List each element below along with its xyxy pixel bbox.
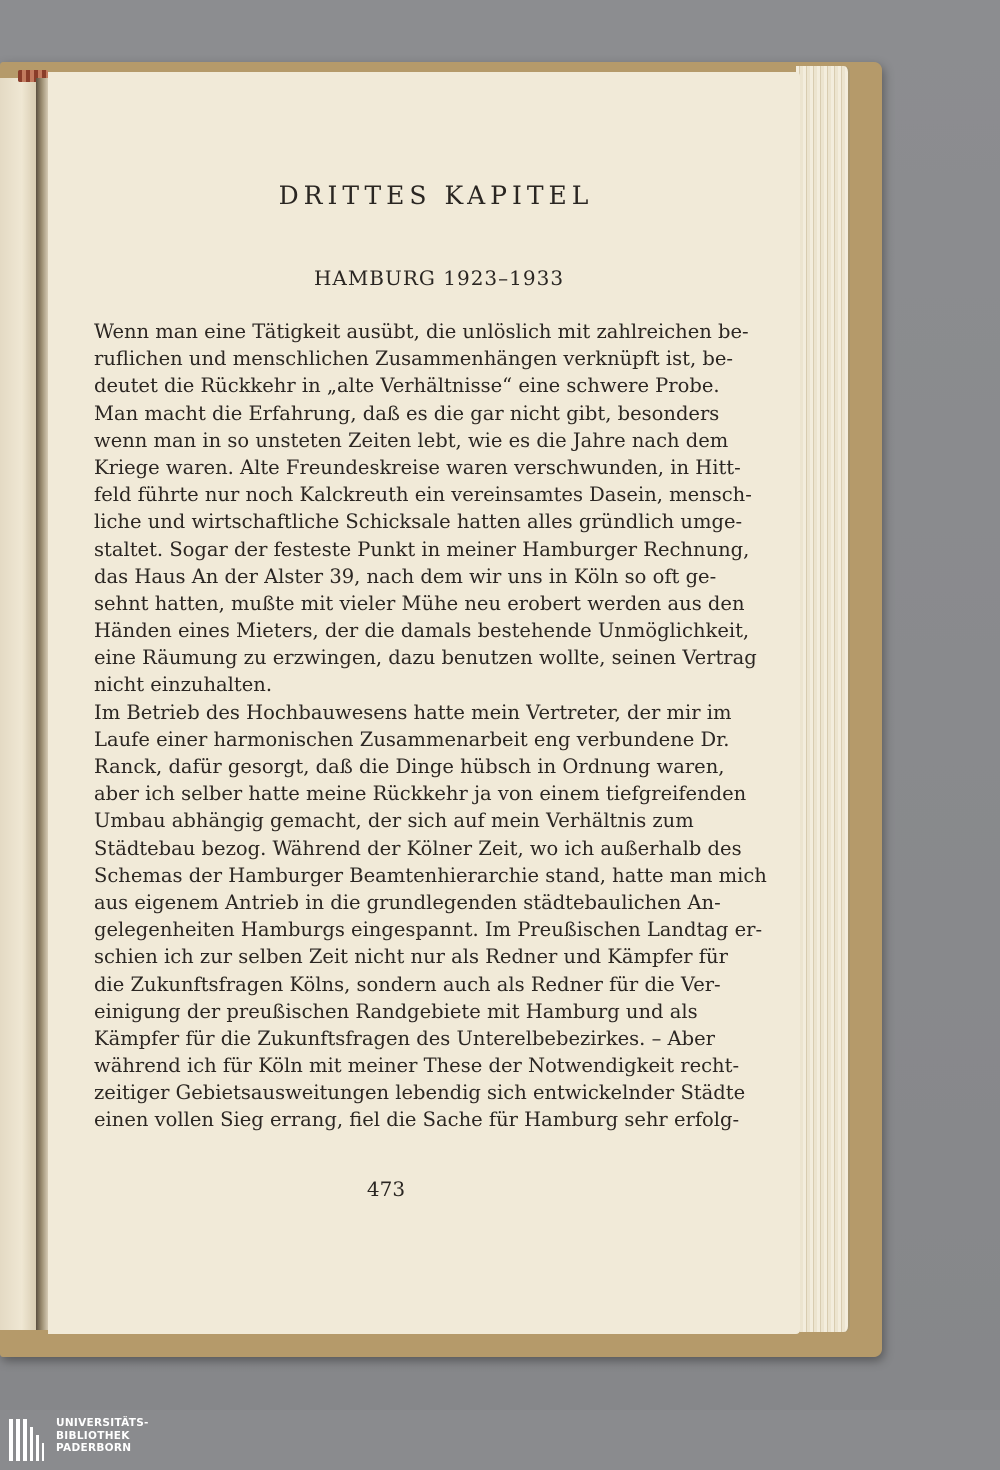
- text-line: deutet die Rückkehr in „alte Verhältnisse“ eine schwere Probe.: [94, 374, 720, 398]
- text-line: einigung der preußischen Randgebiete mit Hamburg und als: [94, 999, 698, 1023]
- chapter-heading: [0, 181, 1000, 210]
- text-line: sehnt hatten, mußte mit vieler Mühe neu erobert werden aus den: [94, 591, 745, 615]
- logo-line-3: PADERBORN: [56, 1442, 132, 1454]
- text-line: Laufe einer harmonischen Zusammenarbeit eng verbundene Dr.: [94, 727, 730, 751]
- text-line: aber ich selber hatte meine Rückkehr ja von einem tiefgreifenden: [94, 782, 747, 806]
- page-number: [0, 1177, 1000, 1201]
- logo-line-2: BIBLIOTHEK: [56, 1429, 130, 1442]
- text-line: Man macht die Erfahrung, daß es die gar nicht gibt, besonders: [94, 401, 720, 425]
- body-text: [94, 318, 767, 1134]
- section-title: [0, 266, 1000, 290]
- footer-bar: [0, 1410, 1000, 1470]
- library-logo-icon: [8, 1417, 48, 1463]
- text-line: einen vollen Sieg errang, fiel die Sache für Hamburg sehr erfolg-: [94, 1108, 740, 1132]
- page-number-text: 473: [366, 1177, 406, 1201]
- text-line: die Zukunftsfragen Kölns, sondern auch als Redner für die Ver-: [94, 972, 721, 996]
- text-line: gelegenheiten Hamburgs eingespannt. Im Preußischen Landtag er-: [94, 918, 763, 942]
- section-title-text: HAMBURG 1923–1933: [313, 266, 565, 290]
- text-line: feld führte nur noch Kalckreuth ein vereinsamtes Dasein, mensch-: [94, 483, 752, 507]
- text-line: wenn man in so unsteten Zeiten lebt, wie es die Jahre nach dem: [94, 428, 729, 452]
- text-line: nicht einzuhalten.: [94, 673, 273, 697]
- logo-line-1: UNIVERSITÄTS-: [56, 1417, 149, 1429]
- text-line: Kriege waren. Alte Freundeskreise waren verschwunden, in Hitt-: [94, 455, 741, 479]
- text-line: ruflichen und menschlichen Zusammenhängen verknüpft ist, be-: [94, 347, 734, 371]
- text-line: schien ich zur selben Zeit nicht nur als Redner und Kämpfer für: [94, 945, 728, 969]
- text-line: liche und wirtschaftliche Schicksale hatten alles gründlich umge-: [94, 510, 743, 534]
- text-line: Schemas der Hamburger Beamtenhierarchie stand, hatte man mich: [94, 863, 767, 887]
- text-line: Umbau abhängig gemacht, der sich auf mein Verhältnis zum: [94, 809, 694, 833]
- text-line: Städtebau bezog. Während der Kölner Zeit, wo ich außerhalb des: [94, 836, 742, 860]
- text-line: Kämpfer für die Zukunftsfragen des Unterelbebezirkes. – Aber: [94, 1026, 715, 1050]
- text-line: Ranck, dafür gesorgt, daß die Dinge hübsch in Ordnung waren,: [94, 755, 725, 778]
- text-line: während ich für Köln mit meiner These der Notwendigkeit recht-: [94, 1054, 740, 1078]
- page-edges: [796, 66, 850, 1332]
- text-line: Händen eines Mieters, der die damals bestehende Unmöglichkeit,: [94, 619, 750, 643]
- text-line: staltet. Sogar der festeste Punkt in meiner Hamburger Rechnung,: [94, 537, 750, 561]
- text-line: Im Betrieb des Hochbauwesens hatte mein Vertreter, der mir im: [94, 700, 732, 724]
- text-line: zeitiger Gebietsausweitungen lebendig sich entwickelnder Städte: [94, 1081, 746, 1105]
- text-line: eine Räumung zu erzwingen, dazu benutzen wollte, seinen Vertrag: [94, 646, 757, 670]
- text-line: Wenn man eine Tätigkeit ausübt, die unlöslich mit zahlreichen be-: [94, 320, 749, 343]
- text-line: aus eigenem Antrieb in die grundlegenden städtebaulichen An-: [94, 890, 721, 914]
- text-line: das Haus An der Alster 39, nach dem wir uns in Köln so oft ge-: [94, 564, 717, 588]
- library-logo-text: [56, 1417, 149, 1455]
- chapter-heading-text: DRITTES KAPITEL: [278, 181, 594, 210]
